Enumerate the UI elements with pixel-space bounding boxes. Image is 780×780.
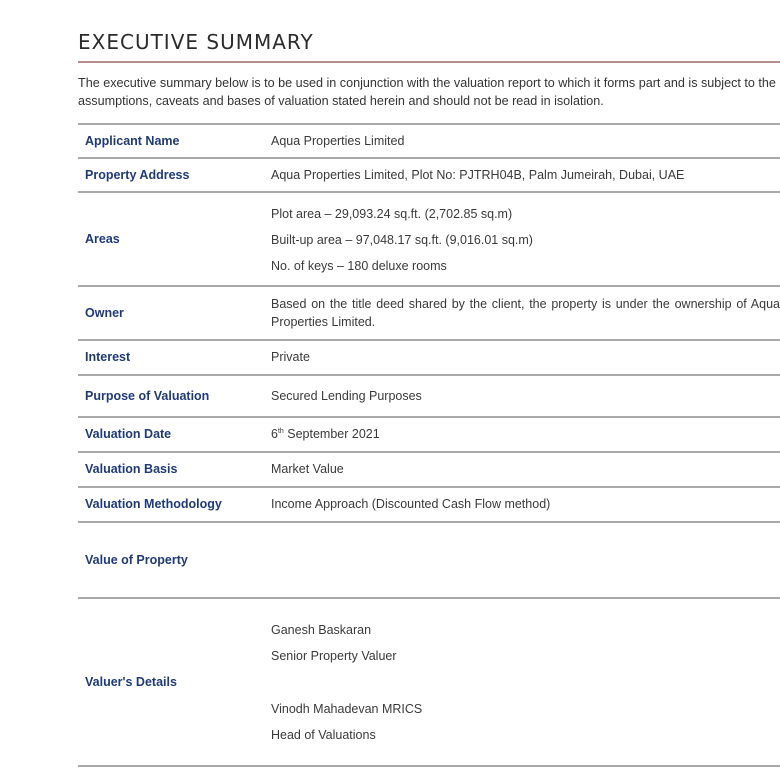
table-row-valuers: [78, 598, 780, 766]
row-value: [271, 417, 780, 452]
row-label: Applicant Name: [85, 133, 180, 148]
executive-summary-page: [78, 0, 780, 767]
intro-paragraph: The executive summary below is to be used in conjunction with the valuation report to which it forms part and is subject to the assumptions, caveats and bases of valuation stated herein and should not be read in isolation.: [78, 76, 776, 108]
built-up-area: Built-up area – 97,048.17 sq.ft. (9,016.01 sq.m): [271, 232, 533, 247]
row-label: Valuation Date: [85, 427, 172, 442]
spacer: [271, 670, 780, 696]
date-day: 6: [271, 427, 278, 442]
row-label: Property Address: [85, 167, 190, 182]
row-value: Secured Lending Purposes: [271, 388, 422, 403]
row-value: [271, 192, 780, 286]
table-row-valuation-date: [78, 417, 780, 452]
table-row-address: [78, 158, 780, 192]
row-label: Interest: [85, 350, 131, 365]
row-label: Areas: [85, 231, 120, 246]
row-value: Private: [271, 350, 310, 365]
row-value: [271, 522, 780, 598]
table-row-owner: [78, 286, 780, 340]
valuer-role: Head of Valuations: [271, 728, 376, 743]
row-label: Valuation Methodology: [85, 497, 222, 512]
table-row-areas: [78, 192, 780, 286]
table-row-valuation-basis: [78, 452, 780, 487]
date-rest: September 2021: [283, 427, 380, 442]
row-value: Aqua Properties Limited, Plot No: PJTRH04B, Palm Jumeirah, Dubai, UAE: [271, 167, 685, 182]
row-label: Purpose of Valuation: [85, 388, 210, 403]
table-row-applicant: [78, 124, 780, 158]
valuer-name: Vinodh Mahadevan MRICS: [271, 701, 423, 716]
table-row-valuation-methodology: [78, 487, 780, 522]
table-row-interest: [78, 340, 780, 375]
table-row-value-of-property: [78, 522, 780, 598]
row-label: Owner: [85, 305, 124, 320]
row-value: Aqua Properties Limited: [271, 133, 405, 148]
row-value: Based on the title deed shared by the client, the property is under the ownership of Aqua Properties Limited.: [271, 296, 780, 329]
date-suffix: th: [277, 427, 284, 435]
row-label: Value of Property: [85, 552, 188, 567]
row-label: Valuation Basis: [85, 462, 178, 477]
table-row-purpose: [78, 375, 780, 417]
row-value: Income Approach (Discounted Cash Flow method): [271, 497, 551, 512]
valuer-name: Ganesh Baskaran: [271, 622, 372, 637]
title-divider: [78, 61, 780, 63]
row-value: [271, 598, 780, 766]
plot-area: Plot area – 29,093.24 sq.ft. (2,702.85 sq.m): [271, 206, 513, 221]
summary-table: [78, 123, 780, 767]
row-label: Valuer's Details: [85, 674, 177, 689]
page-title: EXECUTIVE SUMMARY: [78, 30, 314, 54]
valuer-role: Senior Property Valuer: [271, 649, 397, 664]
number-of-keys: No. of keys – 180 deluxe rooms: [271, 258, 447, 273]
row-value: Market Value: [271, 462, 344, 477]
